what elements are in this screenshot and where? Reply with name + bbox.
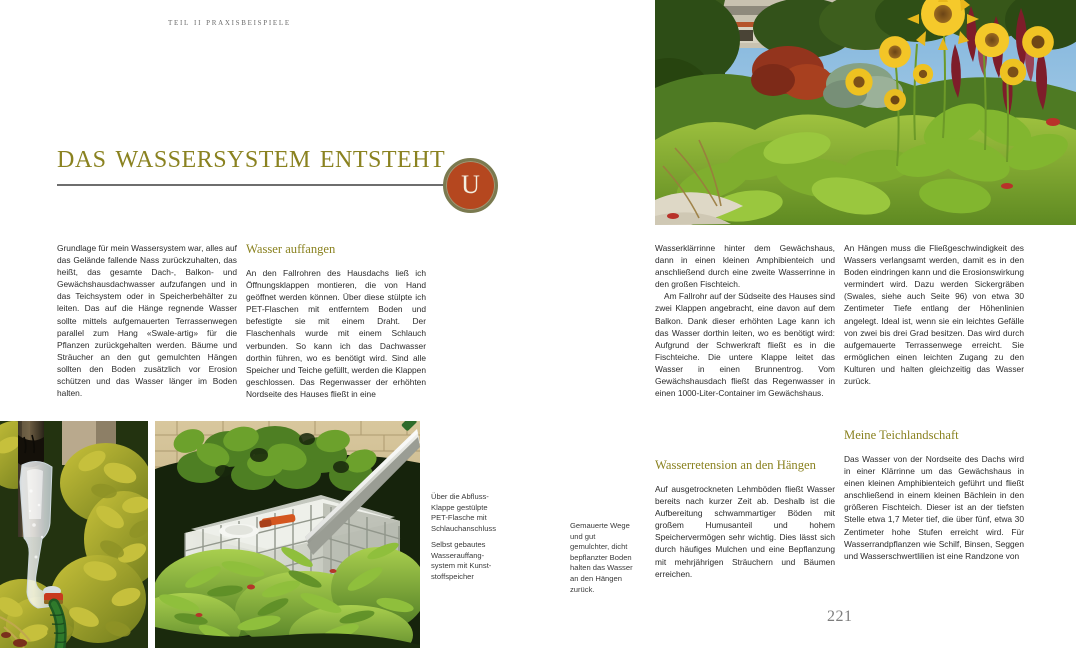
title-divider-rule bbox=[57, 184, 477, 186]
pet-bottle-downspout-photo bbox=[0, 421, 148, 648]
drop-cap-badge bbox=[443, 158, 498, 213]
text-column-4-lower bbox=[844, 428, 1024, 562]
page-number: 221 bbox=[827, 608, 853, 625]
text-column-3-lower bbox=[655, 458, 835, 580]
paragraph: An den Fallrohren des Hausdachs ließ ich Öffnungsklappen montieren, die von Hand geöffnet werden können. Über diese stülpte ich PET-Flaschen mit entferntem Boden und befestigte sie mit einem Draht. Der Flaschenhals wurde mit einem Schlauch verbunden. So kann ich das Dachwasser dorthin führen, wo es benötigt wird. Sind alle Speicher und Teiche gefüllt, werden die Klappen geschlossen. Das Regenwasser der erhöhten Nordseite des Hauses fließt in eine bbox=[246, 268, 426, 399]
photo-caption-pet-bottle: Über die Abfluss-Klappe gestülpte PET-Flasche mit Schlauchanschluss bbox=[431, 492, 497, 533]
paragraph: An Hängen muss die Fließgeschwindigkeit des Wassers verlangsamt werden, damit es in den Boden eindringen kann und die Erosionswirkung vermindert wird. Dazu werden Sickergräben (Swales, siehe auch Seite 96) von etwa 30 Zentimeter Tiefe entlang der Höhenlinien angelegt. Ideal ist, wenn sie ein leichtes Gefälle von zwei bis drei Grad besitzen. Das wird durch aufgemauerte Terrassenwege erreicht. Sie ermöglichen einen leichten Zugang zu den Kulturen und halten gleichzeitig das Wasser zurück. bbox=[844, 243, 1024, 387]
paragraph: Grundlage für mein Wassersystem war, alles auf das Gelände fallende Nass zurückzuhalten, das heißt, das gesamte Dach-, Balkon- und Gewächshausdachwasser aufzufangen und in das Teichsystem oder in Speicherbehälter zu leiten. Das auf die Hänge regnende Wasser sollte mittels aufgemauerten Terrassenwegen parallel zum Hang «Swale-artig» für die Pflanzen zurückgehalten werden. Bäume und Sträucher an den gut gemulchten Hängen sollten den Boden zusätzlich vor Erosion schützen und das Wasser länger im Boden halten. bbox=[57, 243, 237, 399]
section-heading-wasserretension: Wasserretension an den Hängen bbox=[655, 458, 816, 472]
text-column-3 bbox=[655, 242, 835, 399]
photo-caption-water-system: Selbst gebautes Wasserauffang-system mit Kunst-stoffspeicher bbox=[431, 540, 492, 581]
drop-cap-letter: U bbox=[461, 169, 480, 199]
garden-slope-with-sunflowers-photo bbox=[655, 0, 1076, 225]
section-heading-teichlandschaft: Meine Teichlandschaft bbox=[844, 428, 959, 442]
text-column-4 bbox=[844, 242, 1024, 387]
paragraph: Auf ausgetrockneten Lehmböden fließt Wasser bereits nach kurzer Zeit ab. Deshalb ist die Aufbereitung schwammartiger Böden mit großem Humusanteil und hohem Speichervermögen sehr wichtig. Dies lässt sich durch häufiges Mulchen und eine Bepflanzung mit mehrjährigen Sträuchern und Bäumen erreichen. bbox=[655, 484, 835, 579]
page-title: das wassersystem entsteht bbox=[57, 138, 446, 175]
running-head: teil ii praxisbeispiele bbox=[168, 18, 291, 28]
paragraph: Am Fallrohr auf der Südseite des Hauses sind zwei Klappen angebracht, eine davon auf dem Balkon. Dank dieser erhöhten Lage kann ich das Wasser dorthin leiten, wo es benötigt wird: Aufgrund der Schwerkraft fließt es in die Fischteiche. Die untere Klappe leitet das Wasser in einen Brunnentrog. Vom Gewächshausdach fließt das Regenwasser in einen 1000-Liter-Container im Gewächshaus. bbox=[655, 291, 835, 399]
section-heading-wasser-auffangen: Wasser auffangen bbox=[246, 242, 336, 256]
ibc-water-tank-photo bbox=[155, 421, 420, 648]
text-column-2 bbox=[246, 242, 426, 400]
paragraph: Wasserklärrinne hinter dem Gewächshaus, dann in einen kleinen Amphibienteich und anschließend durch eine zweite Wasserrinne in den großen Fischteich. bbox=[655, 243, 835, 290]
text-column-1 bbox=[57, 242, 237, 399]
chapter-title-block bbox=[57, 140, 507, 174]
photo-caption-terrace-paths: Gemauerte Wege und gut gemulchter, dicht bepflanzter Boden halten das Wasser an den Hängen zurück. bbox=[570, 521, 633, 594]
paragraph: Das Wasser von der Nordseite des Dachs wird in einer Klärrinne um das Gewächshaus in einen kleinen Amphibienteich geführt und fließt anschließend in einem kleinen Bächlein in den größeren Fischteich. Dieser ist an der tiefsten Stelle etwa 1,7 Meter tief, die über fünf, etwa 30 Zentimeter hohe Stufen erreicht wird. Für Wasserrandpflanzen wie Schilf, Binsen, Seggen und Wasserschwertlilien ist eine Randzone von bbox=[844, 454, 1024, 561]
